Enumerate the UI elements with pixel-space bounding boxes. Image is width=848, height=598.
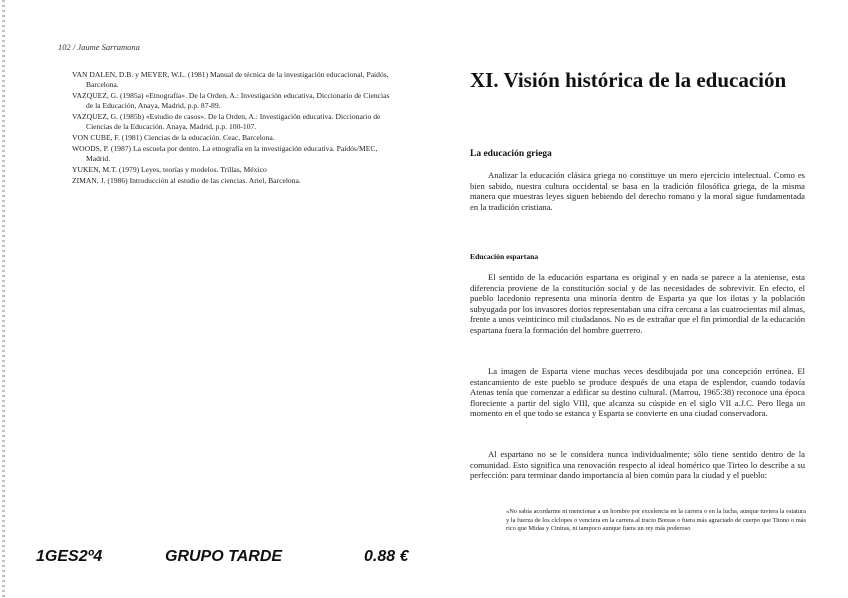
reference-list xyxy=(72,70,390,187)
subsection-title: Educación espartana xyxy=(470,252,539,261)
reference-entry: VAN DALEN, D.B. y MEYER, W.L. (1981) Manual de técnica de la investigación educacional, Paidós, Barcelona. xyxy=(72,70,389,90)
reference-entry: VAZQUEZ, G. (1985a) «Etnografía». De la Orden, A.: Investigación educativa, Diccionario de Ciencias de la Educación, Anaya, Madrid, p.p. 87-89. xyxy=(72,91,390,111)
body-paragraph xyxy=(470,449,805,481)
paragraph-text: Analizar la educación clásica griega no constituye un mero ejercicio intelectual. Como es bien sabido, nuestra cultura occidental se basa en la tradición filosófica griega, de la misma manera que muestras leyes siguen bebiendo del derecho romano y la moral sigue fundamentada en la tradición cristiana. xyxy=(470,170,805,212)
section-title: La educación griega xyxy=(470,149,552,159)
paragraph-text: Al espartano no se le considera nunca individualmente; sólo tiene sentido dentro de la comunidad. Esto significa una renovación respecto al ideal homérico que Tirteo lo describe a su perfección: para terminar dando importancia al bien común para la ciudad y el pueblo: xyxy=(470,449,805,481)
reference-entry: ZIMAN, J. (1986) Introducción al estudio de las ciencias. Ariel, Barcelona. xyxy=(72,175,301,185)
section-paragraph xyxy=(470,170,805,212)
running-head: 102 / Jaume Sarramona xyxy=(58,42,140,52)
stamp-group: GRUPO TARDE xyxy=(165,548,283,565)
reference-entry: WOODS, P. (1987) La escuela por dentro. La etnografía en la investigación educativa. Paidós/MEC, Madrid. xyxy=(72,144,378,164)
body-paragraph xyxy=(470,272,805,336)
reference-entry: VON CUBE, F. (1981) Ciencias de la educación. Ceac, Barcelona. xyxy=(72,133,275,143)
block-quote xyxy=(506,508,806,534)
stamp-code: 1GES2º4 xyxy=(36,548,103,565)
reference-entry: YUKEN, M.T. (1979) Leyes, teorías y modelos. Trillas, México xyxy=(72,165,267,175)
quote-text: «No sabía acordarme ni mencionar a un hombre por excelencia en la carrera o en la lucha, aunque tuviera la estatura y la fuerza de los cíclopes o venciera en la carrera al tracio Boreas o fuera más agraciado de cuerpo que Titono o más rico que Midas y Ciniras, ni tampoco aunque fuera un rey más poderoso xyxy=(506,508,806,533)
chapter-title: XI. Visión histórica de la educación xyxy=(470,68,787,92)
body-paragraph xyxy=(470,366,805,419)
stamp-price: 0.88 € xyxy=(364,548,409,565)
right-page xyxy=(424,0,848,598)
paragraph-text: El sentido de la educación espartana es original y en nada se parece a la ateniense, esta diferencia proviene de la constitución social y de las necesidades de sobrevivir. En efecto, el pueblo lacedonio representa una minoría dentro de Esparta ya que los ilotas y la población subyugada por los invasores dorios representaban una cifra cercana a las cuatrocientas mil almas, frente a unos veinticinco mil ciudadanos. No es de extrañar que el fin primordial de la educación espartana fuera la formación del hombre guerrero. xyxy=(470,272,805,335)
page-edge-left xyxy=(2,0,5,598)
reference-entry: VAZQUEZ, G. (1985b) «Estudio de casos». De la Orden, A.: Investigación educativa. Diccionario de Ciencias de la Educación. Anaya, Madrid, p.p. 100-107. xyxy=(72,112,381,132)
paragraph-text: La imagen de Esparta viene muchas veces desdibujada por una concepción errónea. El estancamiento de este pueblo se produce después de una etapa de esplendor, cuando todavía Atenas tenía que comenzar a edificar su destino cultural. (Marrou, 1965:38) reconoce una época floreciente a partir del siglo VIII, que alcanza su cúspide en el siglo VII a.J.C. Pero llega un momento en el que todo se estanca y Esparta se convierte en una ciudad conservadora. xyxy=(470,366,805,419)
